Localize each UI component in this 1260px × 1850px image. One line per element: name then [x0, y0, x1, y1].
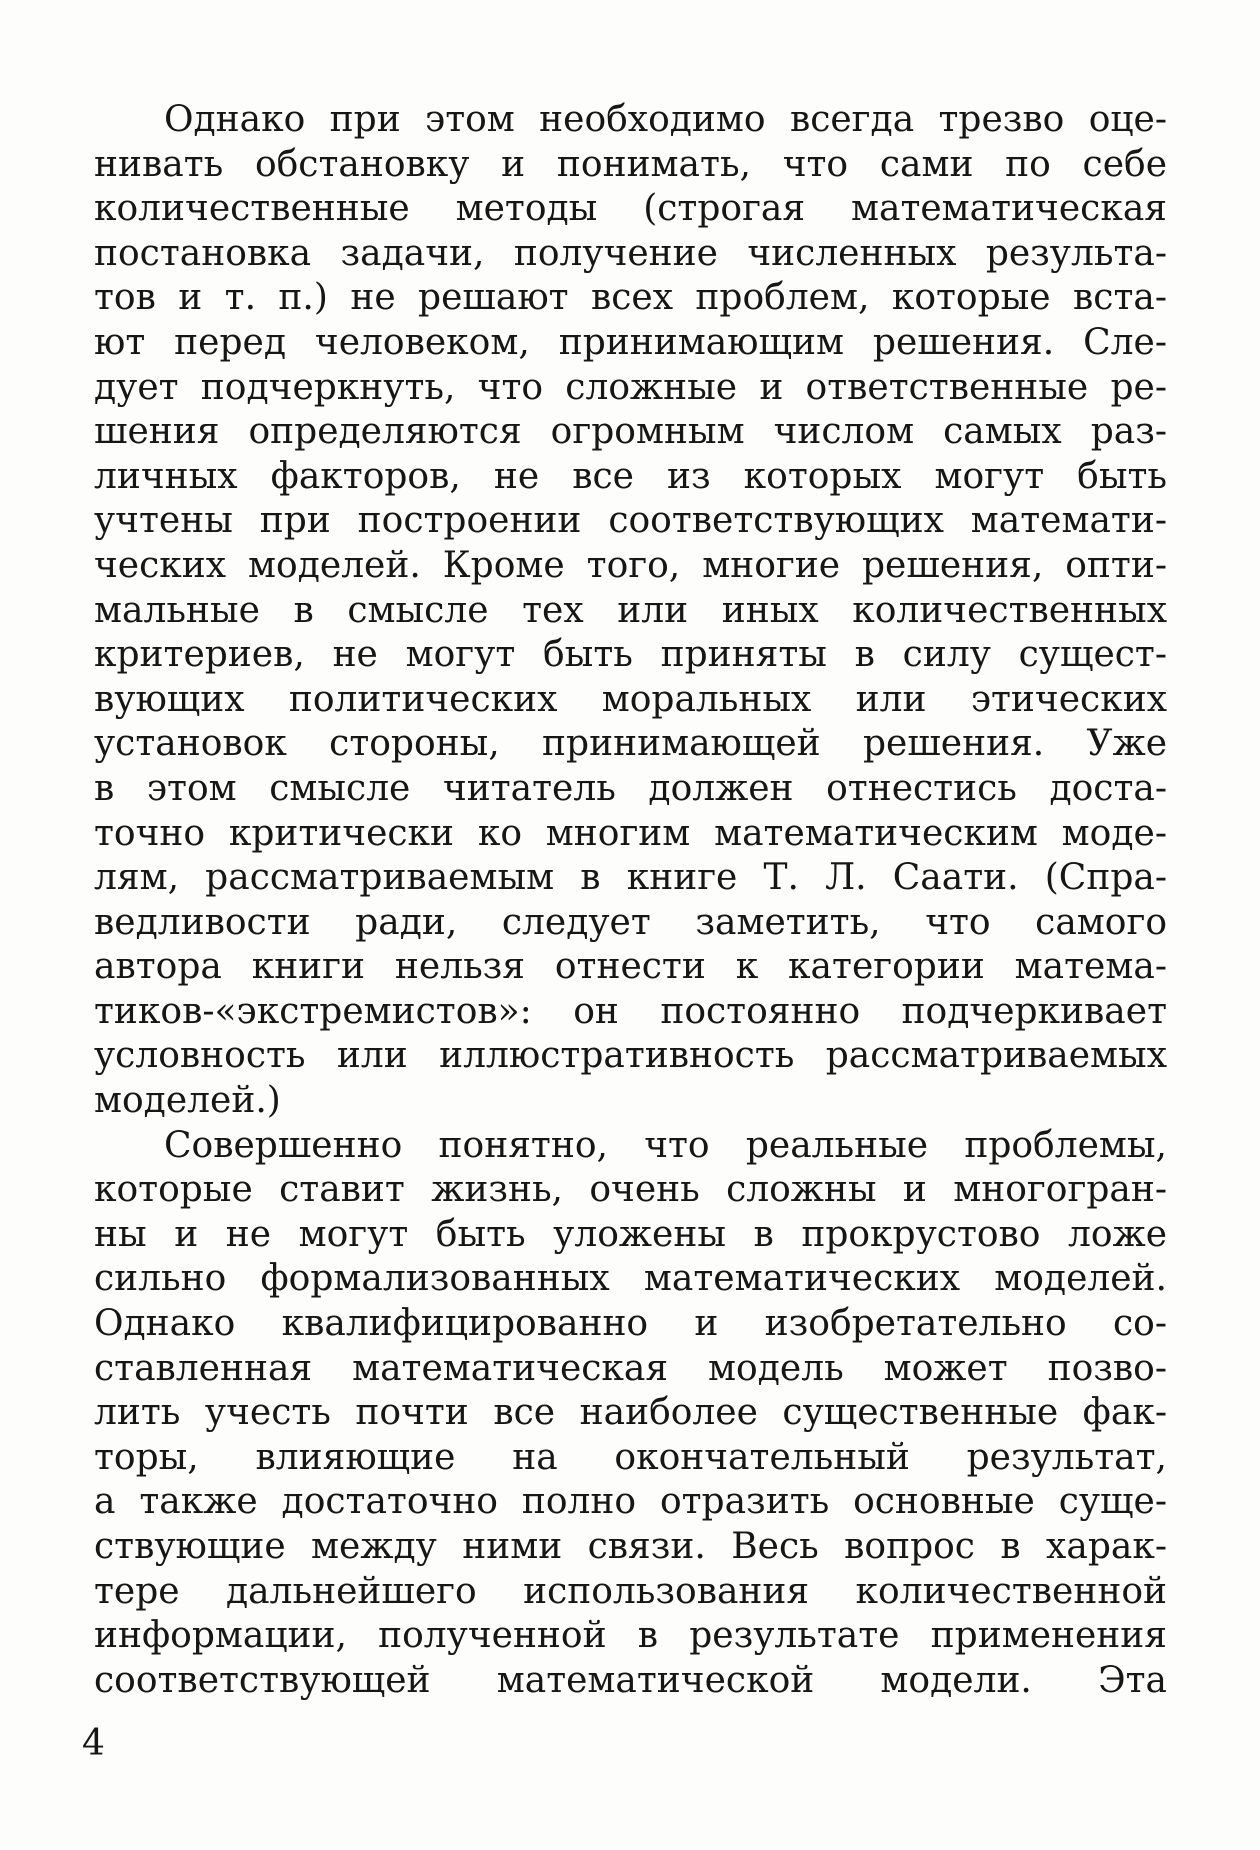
text-line: а также достаточно полно отразить основные суще-: [94, 1481, 1167, 1523]
text-line: личных факторов, не все из которых могут быть: [94, 455, 1167, 497]
text-line: ны и не могут быть уложены в прокрустово ложе: [94, 1213, 1167, 1255]
text-line: количественные методы (строгая математическая: [94, 188, 1167, 230]
text-line: информации, полученной в результате применения: [94, 1615, 1167, 1657]
text-line: моделей.): [94, 1080, 281, 1122]
text-line: ставленная математическая модель может позво-: [94, 1347, 1167, 1389]
text-line: учтены при построении соответствующих математи-: [94, 500, 1167, 542]
text-line: автора книги нельзя отнести к категории матема-: [94, 946, 1167, 988]
text-line: Однако при этом необходимо всегда трезво оце-: [164, 99, 1167, 140]
text-line: вующих политических моральных или этических: [94, 678, 1167, 720]
text-line: Совершенно понятно, что реальные проблемы,: [164, 1124, 1167, 1166]
text-line: в этом смысле читатель должен отнестись доста-: [94, 767, 1167, 809]
text-line: тере дальнейшего использования количественной: [94, 1570, 1167, 1612]
text-line: Однако квалифицированно и изобретательно со-: [94, 1303, 1167, 1345]
text-line: тиков-«экстремистов»: он постоянно подчеркивает: [94, 990, 1167, 1032]
page-number: 4: [82, 1723, 105, 1764]
text-line: дует подчеркнуть, что сложные и ответственные ре-: [94, 366, 1167, 408]
text-line: условность или иллюстративность рассматриваемых: [94, 1035, 1167, 1077]
text-block: [94, 98, 1167, 1703]
text-line: критериев, не могут быть приняты в силу сущест-: [94, 634, 1167, 676]
text-line: установок стороны, принимающей решения. Уже: [94, 723, 1167, 765]
text-line: которые ставит жизнь, очень сложны и многогран-: [94, 1169, 1167, 1211]
text-line: торы, влияющие на окончательный результат,: [94, 1436, 1167, 1478]
text-line: лям, рассматриваемым в книге Т. Л. Саати. (Спра-: [94, 857, 1167, 899]
text-line: точно критически ко многим математическим моде-: [94, 812, 1167, 854]
text-line: ческих моделей. Кроме того, многие решения, опти-: [94, 544, 1167, 586]
text-line: постановка задачи, получение численных результа-: [94, 232, 1167, 274]
text-line: ют перед человеком, принимающим решения. Сле-: [94, 321, 1167, 363]
text-line: нивать обстановку и понимать, что сами по себе: [94, 143, 1167, 185]
text-line: мальные в смысле тех или иных количественных: [94, 589, 1167, 631]
text-line: тов и т. п.) не решают всех проблем, которые вста-: [94, 277, 1167, 319]
text-line: лить учесть почти все наиболее существенные фак-: [94, 1392, 1167, 1434]
text-line: соответствующей математической модели. Эта: [94, 1659, 1167, 1701]
text-line: ведливости ради, следует заметить, что самого: [94, 901, 1167, 943]
text-line: ствующие между ними связи. Весь вопрос в харак-: [94, 1526, 1167, 1567]
text-line: шения определяются огромным числом самых раз-: [94, 411, 1167, 453]
text-line: сильно формализованных математических моделей.: [94, 1258, 1167, 1300]
